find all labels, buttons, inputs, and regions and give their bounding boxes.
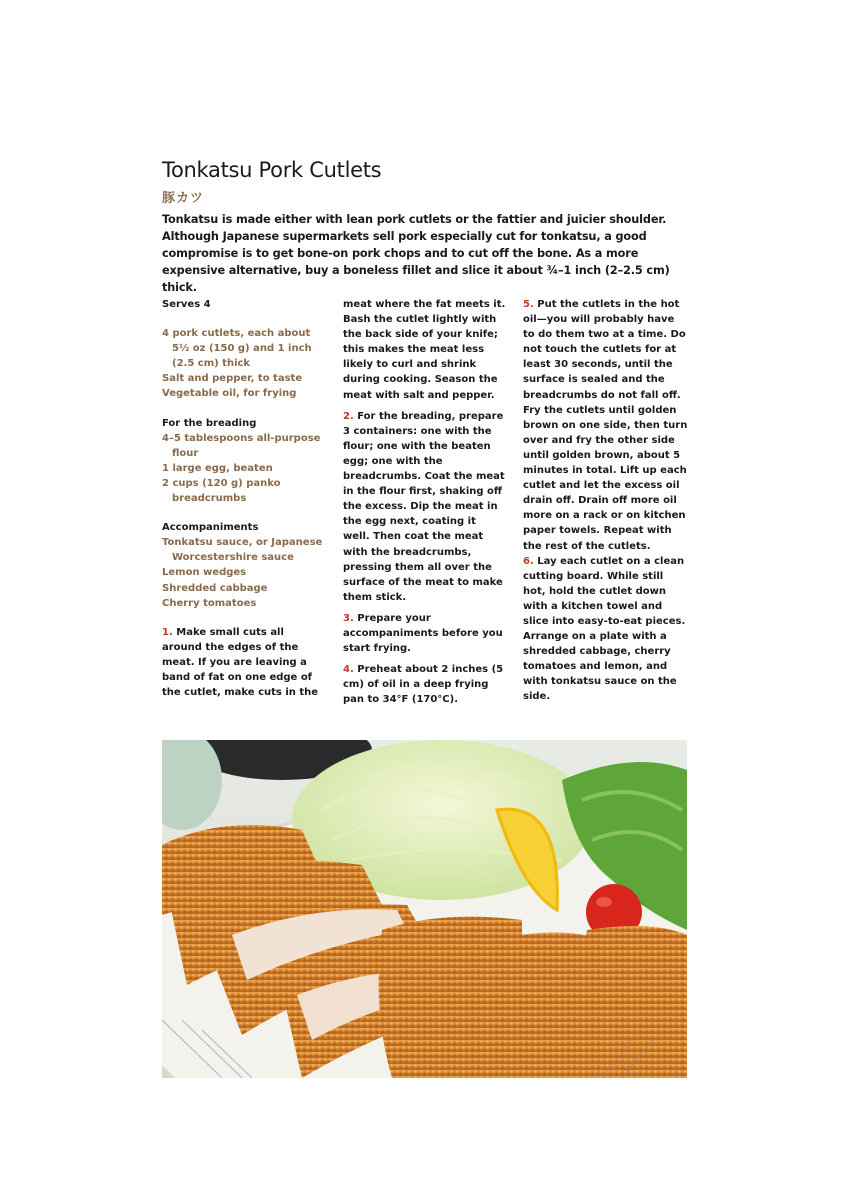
recipe-intro: Tonkatsu is made either with lean pork cutlets or the fattier and juicier shoulder. Although Japanese supermarkets sell pork especially cut for tonkatsu, a good compromise is to get bone-on pork chops and to cut off the bone. As a more expensive alternative, buy a boneless fillet and slice it about ¾–1 inch (2–2.5 cm) thick. xyxy=(162,213,670,294)
accompaniment-item: Shredded cabbage xyxy=(162,582,268,594)
step-5 xyxy=(523,297,688,554)
accompaniment-item: Cherry tomatoes xyxy=(162,597,257,609)
column-steps-right xyxy=(523,297,688,705)
step-number: 6. xyxy=(523,555,534,567)
step-6 xyxy=(523,554,688,705)
breading-item: 1 large egg, beaten xyxy=(162,462,273,474)
step-text: Make small cuts all around the edges of the meat. If you are leaving a band of fat on one edge of the cutlet, make cuts in the xyxy=(162,626,319,699)
tonkatsu-photo xyxy=(162,740,687,1078)
step-number: 4. xyxy=(343,664,354,676)
ingredient-item: Vegetable oil, for frying xyxy=(162,388,297,400)
step-number: 5. xyxy=(523,299,534,310)
step-number: 2. xyxy=(343,410,354,422)
column-steps-middle xyxy=(343,297,506,707)
tonkatsu-plate-illustration xyxy=(162,740,687,1078)
recipe-title: Tonkatsu Pork Cutlets xyxy=(162,158,382,182)
ingredient-item: 4 pork cutlets, each about 5½ oz (150 g) and 1 inch (2.5 cm) thick xyxy=(162,328,312,370)
recipe-title-japanese: 豚カツ xyxy=(162,191,205,206)
step-number: 3. xyxy=(343,612,354,624)
step-number: 1. xyxy=(162,626,173,638)
accompaniments-heading: Accompaniments xyxy=(162,522,259,534)
step-4 xyxy=(343,662,506,707)
breading-item: 2 cups (120 g) panko breadcrumbs xyxy=(162,477,281,505)
accompaniment-item: Lemon wedges xyxy=(162,567,247,579)
step-text: Preheat about 2 inches (5 cm) of oil in a deep frying pan to 34°F (170°C). xyxy=(343,664,504,706)
step-text: Prepare your accompaniments before you start frying. xyxy=(343,612,503,655)
column-ingredients xyxy=(162,297,327,700)
serves-label: Serves 4 xyxy=(162,299,211,310)
ingredient-item: Salt and pepper, to taste xyxy=(162,373,303,385)
step-text: Lay each cutlet on a clean cutting board. While still hot, hold the cutlet down with a kitchen towel and slice into easy-to-eat pieces. Arrange on a plate with a shredded cabbage, cherry tomatoes and lemon, and with tonkatsu sauce on the side. xyxy=(523,555,686,703)
breading-heading: For the breading xyxy=(162,417,257,429)
step-1 xyxy=(162,625,327,700)
step-3 xyxy=(343,611,506,656)
step-text: Put the cutlets in the hot oil—you will probably have to do them two at a time. Do not touch the cutlets for at least 30 seconds, until the surface is sealed and the breadcrumbs do not fall off. Fry the cutlets until golden brown on one side, then turn over and fry the other side until golden brown, about 5 minutes in total. Lift up each cutlet and let the excess oil drain off. Drain off more oil more on a rack or on kitchen paper towels. Repeat with the rest of the cutlets. xyxy=(523,299,688,552)
step-1-continued: meat where the fat meets it. Bash the cutlet lightly with the back side of your knife; this makes the meat less likely to curl and shrink during cooking. Season the meat with salt and pepper. xyxy=(343,299,506,401)
step-2 xyxy=(343,409,506,605)
accompaniment-item: Tonkatsu sauce, or Japanese Worcestershire sauce xyxy=(162,537,323,564)
breading-item: 4–5 tablespoons all-purpose flour xyxy=(162,432,321,459)
step-text: For the breading, prepare 3 containers: one with the flour; one with the beaten egg; one with the breadcrumbs. Coat the meat in the flour first, shaking off the excess. Dip the meat in the egg next, coating it well. Then coat the meat with the breadcrumbs, pressing them all over the surface of the meat to make them stick. xyxy=(343,410,505,603)
